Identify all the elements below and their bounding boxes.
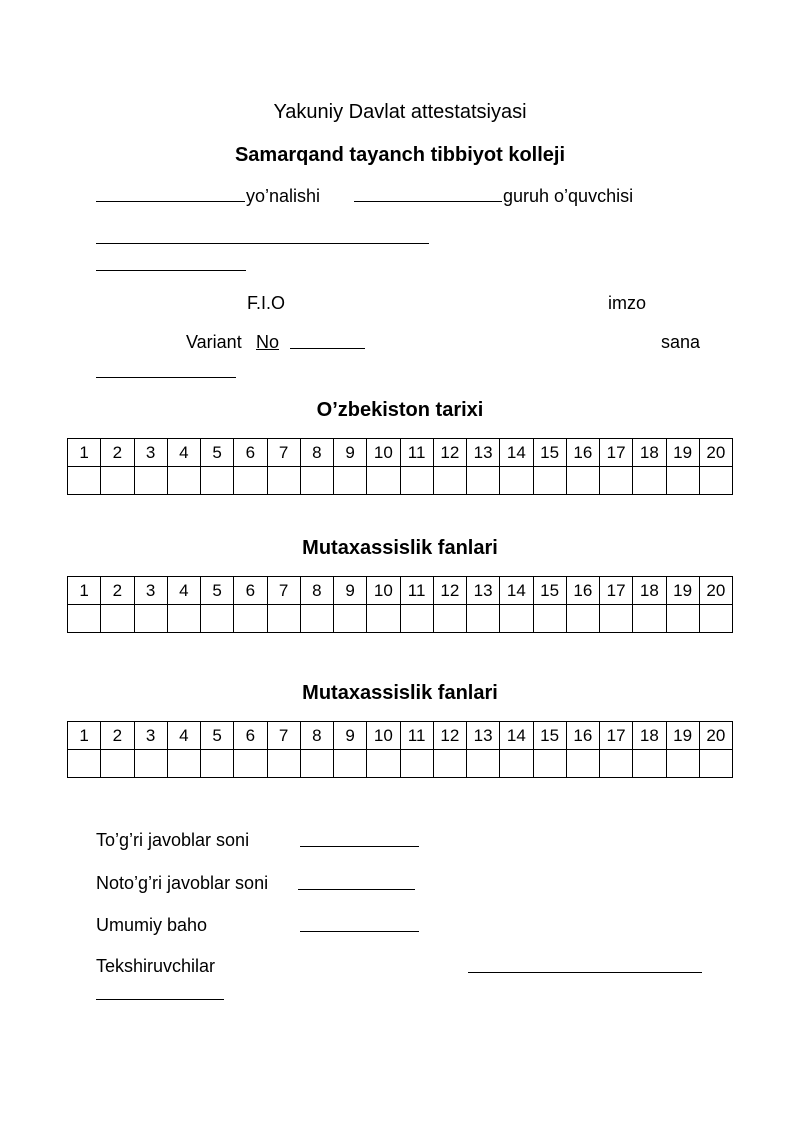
number-cell: 12: [433, 722, 466, 750]
answer-cell[interactable]: [267, 750, 300, 778]
number-cell: 5: [201, 577, 234, 605]
number-cell: 3: [134, 439, 167, 467]
date-blank[interactable]: [96, 377, 236, 378]
checkers-label: Tekshiruvchilar: [96, 956, 216, 976]
answer-cell[interactable]: [68, 750, 101, 778]
answer-cell[interactable]: [201, 467, 234, 495]
section-title-history: O’zbekiston tarixi: [316, 399, 484, 421]
number-cell: 15: [533, 577, 566, 605]
number-cell: 9: [334, 439, 367, 467]
number-cell: 14: [500, 722, 533, 750]
answer-cell[interactable]: [699, 467, 732, 495]
number-cell: 20: [699, 722, 732, 750]
college-name: Samarqand tayanch tibbiyot kolleji: [234, 144, 566, 166]
number-cell: 19: [666, 722, 699, 750]
number-cell: 15: [533, 439, 566, 467]
answer-cell[interactable]: [566, 605, 599, 633]
answer-cell[interactable]: [533, 467, 566, 495]
number-cell: 18: [633, 577, 666, 605]
number-cell: 8: [300, 439, 333, 467]
answer-cell[interactable]: [367, 750, 400, 778]
answer-cell[interactable]: [267, 467, 300, 495]
answer-cell[interactable]: [167, 467, 200, 495]
answer-cell[interactable]: [68, 605, 101, 633]
number-cell: 9: [334, 577, 367, 605]
signature-label: imzo: [608, 293, 647, 313]
answer-cell[interactable]: [600, 750, 633, 778]
number-row: [68, 439, 733, 467]
variant-blank[interactable]: [290, 348, 365, 349]
answer-cell[interactable]: [167, 750, 200, 778]
answer-grid-specialty-2: [67, 721, 733, 778]
number-cell: 2: [101, 722, 134, 750]
number-cell: 13: [467, 577, 500, 605]
answer-cell[interactable]: [134, 605, 167, 633]
group-label: guruh o’quvchisi: [503, 186, 634, 206]
answer-cell[interactable]: [566, 750, 599, 778]
number-cell: 12: [433, 577, 466, 605]
answer-row: [68, 467, 733, 495]
answer-cell[interactable]: [334, 467, 367, 495]
number-cell: 5: [201, 722, 234, 750]
number-cell: 15: [533, 722, 566, 750]
answer-cell[interactable]: [500, 750, 533, 778]
answer-cell[interactable]: [666, 750, 699, 778]
number-cell: 10: [367, 439, 400, 467]
answer-cell[interactable]: [201, 605, 234, 633]
answer-cell[interactable]: [101, 467, 134, 495]
number-cell: 3: [134, 722, 167, 750]
incorrect-answers-label: Noto’g’ri javoblar soni: [96, 873, 269, 893]
answer-cell[interactable]: [633, 750, 666, 778]
number-cell: 4: [167, 722, 200, 750]
answer-cell[interactable]: [300, 750, 333, 778]
answer-cell[interactable]: [500, 467, 533, 495]
checkers-blank[interactable]: [468, 972, 702, 973]
answer-cell[interactable]: [633, 467, 666, 495]
answer-cell[interactable]: [666, 467, 699, 495]
number-cell: 8: [300, 577, 333, 605]
answer-row: [68, 750, 733, 778]
answer-cell[interactable]: [101, 750, 134, 778]
number-cell: 20: [699, 577, 732, 605]
answer-cell[interactable]: [334, 605, 367, 633]
correct-answers-label: To’g’ri javoblar soni: [96, 830, 250, 850]
answer-cell[interactable]: [201, 750, 234, 778]
answer-cell[interactable]: [134, 467, 167, 495]
number-cell: 14: [500, 439, 533, 467]
number-cell: 13: [467, 722, 500, 750]
number-cell: 13: [467, 439, 500, 467]
answer-cell[interactable]: [101, 605, 134, 633]
answer-cell[interactable]: [234, 467, 267, 495]
answer-cell[interactable]: [234, 605, 267, 633]
checkers-blank-continued[interactable]: [96, 999, 224, 1000]
number-sign: No: [256, 332, 280, 352]
answer-cell[interactable]: [699, 605, 732, 633]
group-blank[interactable]: [354, 201, 502, 202]
number-cell: 4: [167, 439, 200, 467]
answer-grid-history: [67, 438, 733, 495]
answer-cell[interactable]: [167, 605, 200, 633]
answer-cell[interactable]: [467, 467, 500, 495]
section-title-specialty-2: Mutaxassislik fanlari: [302, 682, 498, 704]
number-cell: 17: [600, 439, 633, 467]
name-blank-continued[interactable]: [96, 270, 246, 271]
number-cell: 11: [400, 577, 433, 605]
number-cell: 7: [267, 577, 300, 605]
number-cell: 1: [68, 577, 101, 605]
number-cell: 7: [267, 439, 300, 467]
number-cell: 14: [500, 577, 533, 605]
number-cell: 16: [566, 722, 599, 750]
number-cell: 4: [167, 577, 200, 605]
answer-cell[interactable]: [367, 605, 400, 633]
answer-cell[interactable]: [400, 605, 433, 633]
answer-cell[interactable]: [600, 605, 633, 633]
number-cell: 17: [600, 577, 633, 605]
direction-label: yo’nalishi: [246, 186, 321, 206]
name-blank[interactable]: [96, 243, 429, 244]
answer-cell[interactable]: [400, 750, 433, 778]
number-cell: 18: [633, 722, 666, 750]
page-title: Yakuniy Davlat attestatsiyasi: [273, 101, 527, 123]
number-cell: 7: [267, 722, 300, 750]
answer-cell[interactable]: [467, 750, 500, 778]
answer-cell[interactable]: [300, 605, 333, 633]
answer-cell[interactable]: [300, 467, 333, 495]
number-cell: 3: [134, 577, 167, 605]
variant-label: Variant: [186, 332, 242, 352]
number-cell: 8: [300, 722, 333, 750]
number-cell: 11: [400, 722, 433, 750]
answer-cell[interactable]: [600, 467, 633, 495]
answer-cell[interactable]: [367, 467, 400, 495]
overall-grade-blank[interactable]: [300, 931, 419, 932]
number-cell: 6: [234, 439, 267, 467]
answer-cell[interactable]: [666, 605, 699, 633]
number-cell: 17: [600, 722, 633, 750]
number-cell: 5: [201, 439, 234, 467]
number-cell: 18: [633, 439, 666, 467]
answer-cell[interactable]: [267, 605, 300, 633]
answer-cell[interactable]: [433, 605, 466, 633]
answer-grid-specialty-1: [67, 576, 733, 633]
number-cell: 6: [234, 577, 267, 605]
number-cell: 11: [400, 439, 433, 467]
answer-cell[interactable]: [134, 750, 167, 778]
answer-cell[interactable]: [633, 605, 666, 633]
direction-blank[interactable]: [96, 201, 245, 202]
number-cell: 16: [566, 439, 599, 467]
number-cell: 10: [367, 577, 400, 605]
number-cell: 20: [699, 439, 732, 467]
number-cell: 19: [666, 439, 699, 467]
answer-cell[interactable]: [433, 467, 466, 495]
correct-answers-blank[interactable]: [300, 846, 419, 847]
answer-cell[interactable]: [433, 750, 466, 778]
number-cell: 9: [334, 722, 367, 750]
fio-label: F.I.O: [247, 293, 286, 313]
overall-grade-label: Umumiy baho: [96, 915, 208, 935]
number-cell: 1: [68, 722, 101, 750]
answer-cell[interactable]: [699, 750, 732, 778]
incorrect-answers-blank[interactable]: [298, 889, 415, 890]
answer-cell[interactable]: [467, 605, 500, 633]
number-row: [68, 577, 733, 605]
answer-row: [68, 605, 733, 633]
section-title-specialty-1: Mutaxassislik fanlari: [302, 537, 498, 559]
number-cell: 19: [666, 577, 699, 605]
number-cell: 1: [68, 439, 101, 467]
number-cell: 2: [101, 577, 134, 605]
number-cell: 2: [101, 439, 134, 467]
number-cell: 10: [367, 722, 400, 750]
number-row: [68, 722, 733, 750]
number-cell: 12: [433, 439, 466, 467]
date-label: sana: [661, 332, 701, 352]
answer-cell[interactable]: [533, 605, 566, 633]
answer-cell[interactable]: [566, 467, 599, 495]
answer-cell[interactable]: [400, 467, 433, 495]
answer-cell[interactable]: [234, 750, 267, 778]
answer-cell[interactable]: [68, 467, 101, 495]
number-cell: 6: [234, 722, 267, 750]
number-cell: 16: [566, 577, 599, 605]
answer-cell[interactable]: [533, 750, 566, 778]
answer-cell[interactable]: [500, 605, 533, 633]
answer-cell[interactable]: [334, 750, 367, 778]
